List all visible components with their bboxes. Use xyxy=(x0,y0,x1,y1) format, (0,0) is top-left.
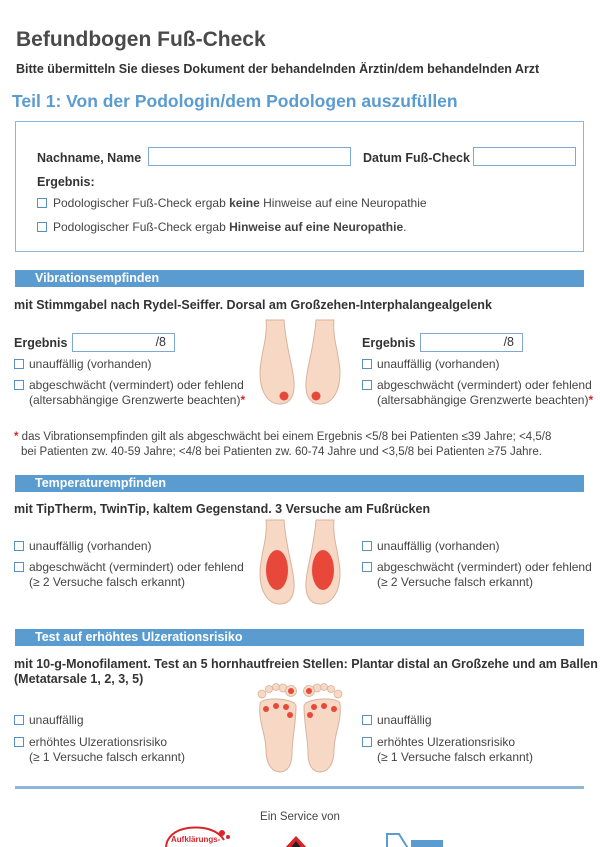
left-foot-sole-icon xyxy=(258,684,297,773)
vibration-abnormal-right-2 xyxy=(377,393,593,408)
temperature-normal-checkbox-right[interactable] xyxy=(362,541,372,551)
star-marker-right: * xyxy=(588,393,594,407)
temperature-abnormal-checkbox-right[interactable] xyxy=(362,562,372,572)
service-label: Ein Service von xyxy=(260,811,340,823)
right-logo xyxy=(385,830,445,847)
vibration-result-input-left[interactable]: /8 xyxy=(72,333,175,352)
vibration-title: Vibrationsempfinden xyxy=(35,271,160,285)
star-marker-left: * xyxy=(240,393,246,407)
temperature-normal-right: unauffällig (vorhanden) xyxy=(377,539,500,553)
date-input[interactable] xyxy=(473,147,576,166)
part1-title: Teil 1: Von der Podologin/dem Podologen auszufüllen xyxy=(12,91,458,111)
neuropathy-checkbox[interactable] xyxy=(37,222,47,232)
vibration-result-label-left: Ergebnis xyxy=(14,336,68,350)
vibration-feet-illustration xyxy=(250,318,350,408)
temperature-normal-left: unauffällig (vorhanden) xyxy=(29,539,152,553)
vibration-result-label-right: Ergebnis xyxy=(362,336,416,350)
ulcer-feet-illustration xyxy=(250,682,350,774)
bottom-divider xyxy=(15,786,584,789)
vibration-method: mit Stimmgabel nach Rydel-Seiffer. Dorsal am Großzehen-Interphalangealgelenk xyxy=(14,298,492,312)
footnote-star: * xyxy=(14,431,19,443)
vibration-abnormal-right-2-text: (altersabhängige Grenzwerte beachten) xyxy=(377,393,589,407)
right-foot-back-icon xyxy=(306,520,340,604)
opt2-bold: Hinweise auf eine Neuropathie xyxy=(229,220,404,234)
temperature-abnormal-left-2: (≥ 2 Versuche falsch erkannt) xyxy=(29,575,185,589)
temperature-abnormal-right-2: (≥ 2 Versuche falsch erkannt) xyxy=(377,575,533,589)
vibration-footnote-1 xyxy=(14,430,551,445)
ulcer-abnormal-left-1: erhöhtes Ulzerationsrisiko xyxy=(29,735,168,749)
ulcer-title: Test auf erhöhtes Ulzerationsrisiko xyxy=(35,630,243,644)
temperature-abnormal-right-1: abgeschwächt (vermindert) oder fehlend xyxy=(377,560,592,574)
document-subtitle: Bitte übermitteln Sie dieses Dokument der behandelnden Ärztin/dem behandelnden Arzt xyxy=(16,62,540,76)
temperature-normal-checkbox-left[interactable] xyxy=(14,541,24,551)
ulcer-abnormal-checkbox-right[interactable] xyxy=(362,737,372,747)
vibration-normal-checkbox-left[interactable] xyxy=(14,359,24,369)
temperature-feet-illustration xyxy=(250,518,350,608)
opt2-prefix: Podologischer Fuß-Check ergab xyxy=(53,220,230,234)
opt1-suffix: Hinweise auf eine Neuropathie xyxy=(259,196,427,210)
temperature-title: Temperaturempfinden xyxy=(35,476,167,490)
vibration-normal-checkbox-right[interactable] xyxy=(362,359,372,369)
ulcer-abnormal-checkbox-left[interactable] xyxy=(14,737,24,747)
neuropathy-option xyxy=(53,220,406,235)
vibration-result-input-right[interactable]: /8 xyxy=(420,333,523,352)
ulcer-normal-checkbox-right[interactable] xyxy=(362,715,372,725)
opt1-bold: keine xyxy=(229,196,260,210)
temperature-method: mit TipTherm, TwinTip, kaltem Gegenstand. 3 Versuche am Fußrücken xyxy=(14,502,431,516)
no-neuropathy-checkbox[interactable] xyxy=(37,198,47,208)
temperature-abnormal-checkbox-left[interactable] xyxy=(14,562,24,572)
right-foot-sole-icon xyxy=(304,684,343,773)
footnote-line1: das Vibrationsempfinden gilt als abgeschwächt bei einem Ergebnis <5/8 bei Patienten ≤39 Jahre; <4,5/8 xyxy=(18,431,552,443)
ulcer-abnormal-right-1: erhöhtes Ulzerationsrisiko xyxy=(377,735,516,749)
ulcer-normal-checkbox-left[interactable] xyxy=(14,715,24,725)
vibration-abnormal-left-2-text: (altersabhängige Grenzwerte beachten) xyxy=(29,393,241,407)
vibration-abnormal-left-1: abgeschwächt (vermindert) oder fehlend xyxy=(29,378,244,392)
name-input[interactable] xyxy=(148,147,351,166)
ulcer-method-2: (Metatarsale 1, 2, 3, 5) xyxy=(14,672,144,686)
left-foot-dorsal-icon xyxy=(260,320,294,404)
vibration-abnormal-checkbox-left[interactable] xyxy=(14,380,24,390)
center-logo xyxy=(283,836,309,847)
opt2-suffix: . xyxy=(403,220,407,234)
opt1-prefix: Podologischer Fuß-Check ergab xyxy=(53,196,230,210)
ulcer-abnormal-left-2: (≥ 1 Versuche falsch erkannt) xyxy=(29,750,185,764)
left-foot-back-icon xyxy=(260,520,294,604)
vibration-abnormal-left-2 xyxy=(29,393,245,408)
no-neuropathy-option xyxy=(53,196,427,211)
ulcer-abnormal-right-2: (≥ 1 Versuche falsch erkannt) xyxy=(377,750,533,764)
vibration-normal-right: unauffällig (vorhanden) xyxy=(377,357,500,371)
ulcer-normal-left: unauffällig xyxy=(29,713,84,727)
document-title: Befundbogen Fuß-Check xyxy=(16,28,266,51)
vibration-abnormal-right-1: abgeschwächt (vermindert) oder fehlend xyxy=(377,378,592,392)
aufklaerung-logo-text: Aufklärungs- xyxy=(171,835,221,844)
vibration-normal-left: unauffällig (vorhanden) xyxy=(29,357,152,371)
right-foot-dorsal-icon xyxy=(306,320,340,404)
temperature-abnormal-left-1: abgeschwächt (vermindert) oder fehlend xyxy=(29,560,244,574)
name-label: Nachname, Name xyxy=(37,151,142,165)
vibration-footnote-2: bei Patienten zw. 40-59 Jahre; <4/8 bei Patienten zw. 60-74 Jahre und <3,5/8 bei Patienten ≥75 Jahre. xyxy=(21,446,542,458)
ulcer-normal-right: unauffällig xyxy=(377,713,432,727)
date-label: Datum Fuß-Check xyxy=(363,151,470,165)
vibration-abnormal-checkbox-right[interactable] xyxy=(362,380,372,390)
ulcer-method-1: mit 10-g-Monofilament. Test an 5 hornhautfreien Stellen: Plantar distal an Großzehe und am Ballen xyxy=(14,657,598,671)
result-label: Ergebnis: xyxy=(37,175,95,189)
